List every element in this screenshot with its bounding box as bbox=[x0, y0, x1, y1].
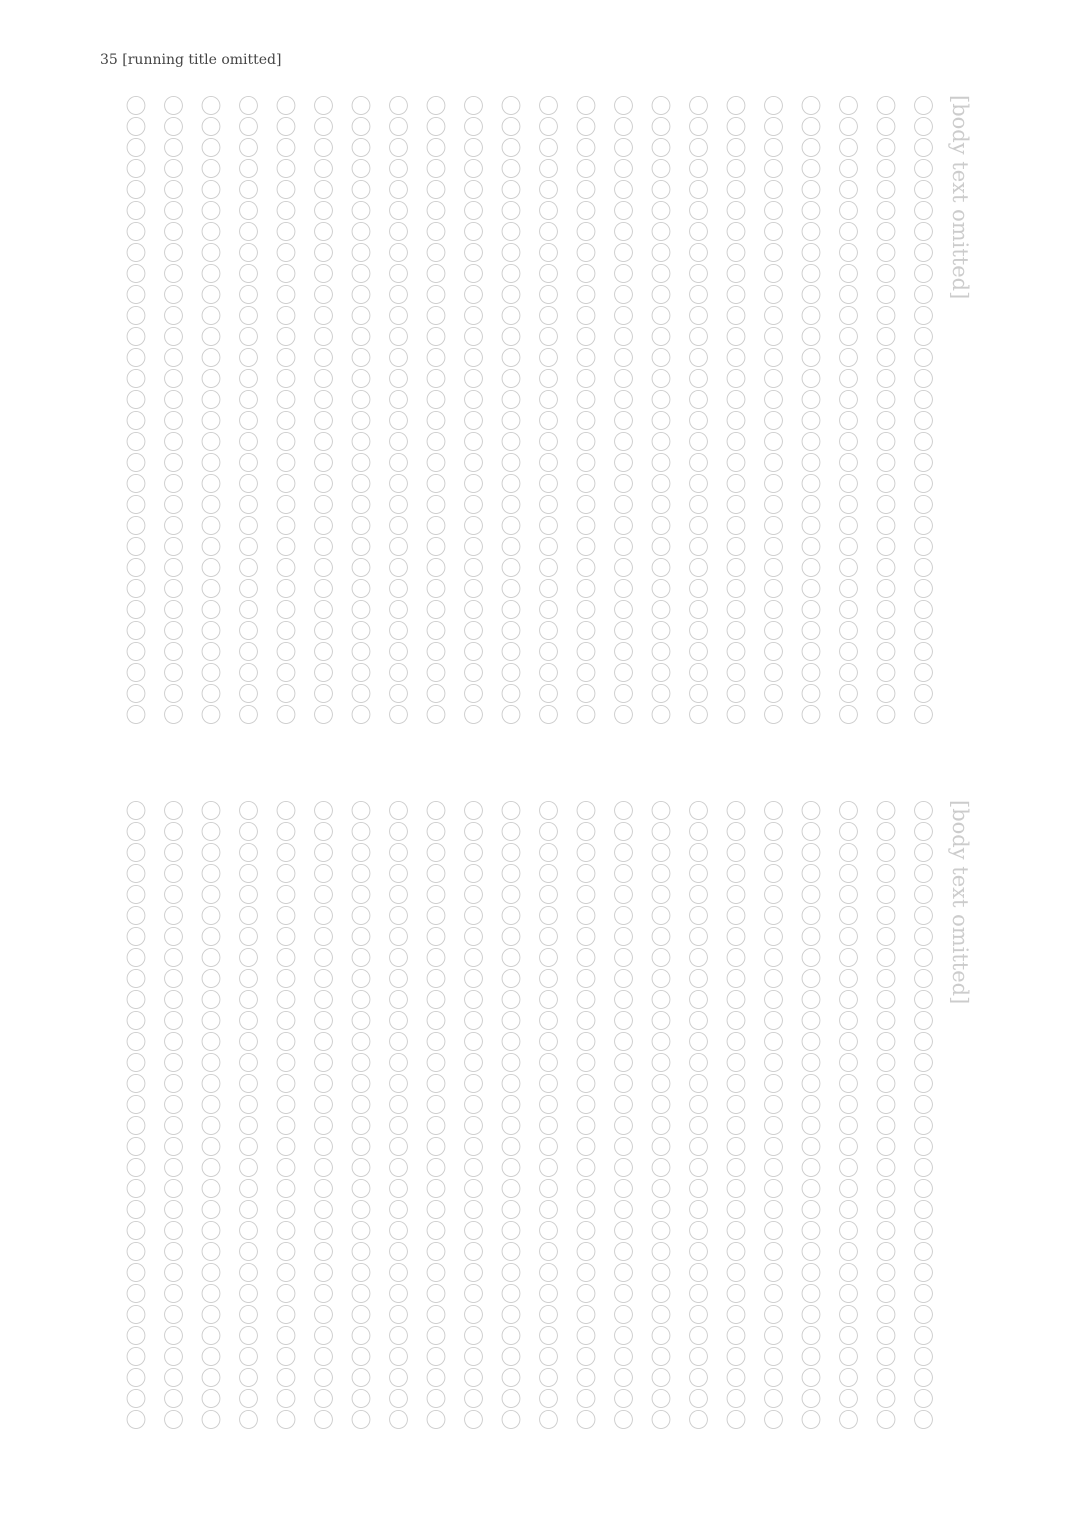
placeholder-line: 〇〇〇〇〇〇〇〇〇〇〇〇〇〇〇〇〇〇〇〇〇〇〇〇〇〇〇〇〇〇 bbox=[348, 800, 372, 1430]
placeholder-line: 〇〇〇〇〇〇〇〇〇〇〇〇〇〇〇〇〇〇〇〇〇〇〇〇〇〇〇〇〇〇 bbox=[535, 95, 560, 725]
running-title: [running title omitted] bbox=[122, 52, 282, 68]
placeholder-line: 〇〇〇〇〇〇〇〇〇〇〇〇〇〇〇〇〇〇〇〇〇〇〇〇〇〇〇〇〇〇 bbox=[423, 95, 447, 725]
placeholder-line: 〇〇〇〇〇〇〇〇〇〇〇〇〇〇〇〇〇〇〇〇〇〇〇〇〇〇〇〇〇〇 bbox=[423, 800, 447, 1430]
text-block-lower bbox=[108, 800, 978, 1440]
placeholder-line: 〇〇〇〇〇〇〇〇〇〇〇〇〇〇〇〇〇〇〇〇〇〇〇〇〇〇〇〇〇〇 bbox=[198, 95, 222, 725]
placeholder-line: 〇〇〇〇〇〇〇〇〇〇〇〇〇〇〇〇〇〇〇〇〇〇〇〇〇〇〇〇〇〇 bbox=[273, 95, 297, 725]
placeholder-line: 〇〇〇〇〇〇〇〇〇〇〇〇〇〇〇〇〇〇〇〇〇〇〇〇〇〇〇〇〇〇 bbox=[498, 800, 522, 1430]
placeholder-line: 〇〇〇〇〇〇〇〇〇〇〇〇〇〇〇〇〇〇〇〇〇〇〇〇〇〇〇〇〇〇 bbox=[685, 95, 710, 725]
placeholder-line: 〇〇〇〇〇〇〇〇〇〇〇〇〇〇〇〇〇〇〇〇〇〇〇〇〇〇〇〇〇〇 bbox=[123, 95, 147, 725]
placeholder-line: 〇〇〇〇〇〇〇〇〇〇〇〇〇〇〇〇〇〇〇〇〇〇〇〇〇〇〇〇〇〇 bbox=[348, 95, 372, 725]
placeholder-line: 〇〇〇〇〇〇〇〇〇〇〇〇〇〇〇〇〇〇〇〇〇〇〇〇〇〇〇〇〇〇 bbox=[723, 800, 747, 1430]
placeholder-line: [body text omitted] bbox=[948, 95, 972, 300]
placeholder-line: 〇〇〇〇〇〇〇〇〇〇〇〇〇〇〇〇〇〇〇〇〇〇〇〇〇〇〇〇〇〇 bbox=[910, 95, 935, 725]
placeholder-line: 〇〇〇〇〇〇〇〇〇〇〇〇〇〇〇〇〇〇〇〇〇〇〇〇〇〇〇〇〇〇 bbox=[835, 95, 860, 725]
placeholder-line: 〇〇〇〇〇〇〇〇〇〇〇〇〇〇〇〇〇〇〇〇〇〇〇〇〇〇〇〇〇〇 bbox=[460, 800, 485, 1430]
placeholder-line: 〇〇〇〇〇〇〇〇〇〇〇〇〇〇〇〇〇〇〇〇〇〇〇〇〇〇〇〇〇〇 bbox=[648, 800, 672, 1430]
placeholder-line: 〇〇〇〇〇〇〇〇〇〇〇〇〇〇〇〇〇〇〇〇〇〇〇〇〇〇〇〇〇〇 bbox=[310, 95, 335, 725]
placeholder-line: 〇〇〇〇〇〇〇〇〇〇〇〇〇〇〇〇〇〇〇〇〇〇〇〇〇〇〇〇〇〇 bbox=[498, 95, 522, 725]
placeholder-line: [body text omitted] bbox=[948, 800, 972, 1005]
placeholder-line: 〇〇〇〇〇〇〇〇〇〇〇〇〇〇〇〇〇〇〇〇〇〇〇〇〇〇〇〇〇〇 bbox=[235, 800, 260, 1430]
placeholder-line: 〇〇〇〇〇〇〇〇〇〇〇〇〇〇〇〇〇〇〇〇〇〇〇〇〇〇〇〇〇〇 bbox=[273, 800, 297, 1430]
placeholder-line: 〇〇〇〇〇〇〇〇〇〇〇〇〇〇〇〇〇〇〇〇〇〇〇〇〇〇〇〇〇〇 bbox=[460, 95, 485, 725]
placeholder-line: 〇〇〇〇〇〇〇〇〇〇〇〇〇〇〇〇〇〇〇〇〇〇〇〇〇〇〇〇〇〇 bbox=[873, 800, 897, 1430]
placeholder-line: 〇〇〇〇〇〇〇〇〇〇〇〇〇〇〇〇〇〇〇〇〇〇〇〇〇〇〇〇〇〇 bbox=[873, 95, 897, 725]
page-number: 35 bbox=[100, 52, 118, 68]
placeholder-line: 〇〇〇〇〇〇〇〇〇〇〇〇〇〇〇〇〇〇〇〇〇〇〇〇〇〇〇〇〇〇 bbox=[573, 800, 597, 1430]
placeholder-line: 〇〇〇〇〇〇〇〇〇〇〇〇〇〇〇〇〇〇〇〇〇〇〇〇〇〇〇〇〇〇 bbox=[648, 95, 672, 725]
placeholder-line: 〇〇〇〇〇〇〇〇〇〇〇〇〇〇〇〇〇〇〇〇〇〇〇〇〇〇〇〇〇〇 bbox=[610, 95, 635, 725]
placeholder-line: 〇〇〇〇〇〇〇〇〇〇〇〇〇〇〇〇〇〇〇〇〇〇〇〇〇〇〇〇〇〇 bbox=[760, 95, 785, 725]
placeholder-line: 〇〇〇〇〇〇〇〇〇〇〇〇〇〇〇〇〇〇〇〇〇〇〇〇〇〇〇〇〇〇 bbox=[160, 95, 185, 725]
placeholder-line: 〇〇〇〇〇〇〇〇〇〇〇〇〇〇〇〇〇〇〇〇〇〇〇〇〇〇〇〇〇〇 bbox=[910, 800, 935, 1430]
placeholder-line: 〇〇〇〇〇〇〇〇〇〇〇〇〇〇〇〇〇〇〇〇〇〇〇〇〇〇〇〇〇〇 bbox=[123, 800, 147, 1430]
running-header bbox=[100, 52, 281, 68]
placeholder-line: 〇〇〇〇〇〇〇〇〇〇〇〇〇〇〇〇〇〇〇〇〇〇〇〇〇〇〇〇〇〇 bbox=[760, 800, 785, 1430]
placeholder-line: 〇〇〇〇〇〇〇〇〇〇〇〇〇〇〇〇〇〇〇〇〇〇〇〇〇〇〇〇〇〇 bbox=[160, 800, 185, 1430]
placeholder-line: 〇〇〇〇〇〇〇〇〇〇〇〇〇〇〇〇〇〇〇〇〇〇〇〇〇〇〇〇〇〇 bbox=[723, 95, 747, 725]
placeholder-line: 〇〇〇〇〇〇〇〇〇〇〇〇〇〇〇〇〇〇〇〇〇〇〇〇〇〇〇〇〇〇 bbox=[573, 95, 597, 725]
placeholder-line: 〇〇〇〇〇〇〇〇〇〇〇〇〇〇〇〇〇〇〇〇〇〇〇〇〇〇〇〇〇〇 bbox=[798, 95, 822, 725]
placeholder-line: 〇〇〇〇〇〇〇〇〇〇〇〇〇〇〇〇〇〇〇〇〇〇〇〇〇〇〇〇〇〇 bbox=[198, 800, 222, 1430]
placeholder-line: 〇〇〇〇〇〇〇〇〇〇〇〇〇〇〇〇〇〇〇〇〇〇〇〇〇〇〇〇〇〇 bbox=[535, 800, 560, 1430]
placeholder-line: 〇〇〇〇〇〇〇〇〇〇〇〇〇〇〇〇〇〇〇〇〇〇〇〇〇〇〇〇〇〇 bbox=[385, 95, 410, 725]
placeholder-line: 〇〇〇〇〇〇〇〇〇〇〇〇〇〇〇〇〇〇〇〇〇〇〇〇〇〇〇〇〇〇 bbox=[310, 800, 335, 1430]
placeholder-line: 〇〇〇〇〇〇〇〇〇〇〇〇〇〇〇〇〇〇〇〇〇〇〇〇〇〇〇〇〇〇 bbox=[835, 800, 860, 1430]
text-block-upper bbox=[108, 95, 978, 735]
placeholder-line: 〇〇〇〇〇〇〇〇〇〇〇〇〇〇〇〇〇〇〇〇〇〇〇〇〇〇〇〇〇〇 bbox=[685, 800, 710, 1430]
placeholder-line: 〇〇〇〇〇〇〇〇〇〇〇〇〇〇〇〇〇〇〇〇〇〇〇〇〇〇〇〇〇〇 bbox=[385, 800, 410, 1430]
placeholder-line: 〇〇〇〇〇〇〇〇〇〇〇〇〇〇〇〇〇〇〇〇〇〇〇〇〇〇〇〇〇〇 bbox=[235, 95, 260, 725]
placeholder-line: 〇〇〇〇〇〇〇〇〇〇〇〇〇〇〇〇〇〇〇〇〇〇〇〇〇〇〇〇〇〇 bbox=[610, 800, 635, 1430]
placeholder-line: 〇〇〇〇〇〇〇〇〇〇〇〇〇〇〇〇〇〇〇〇〇〇〇〇〇〇〇〇〇〇 bbox=[798, 800, 822, 1430]
